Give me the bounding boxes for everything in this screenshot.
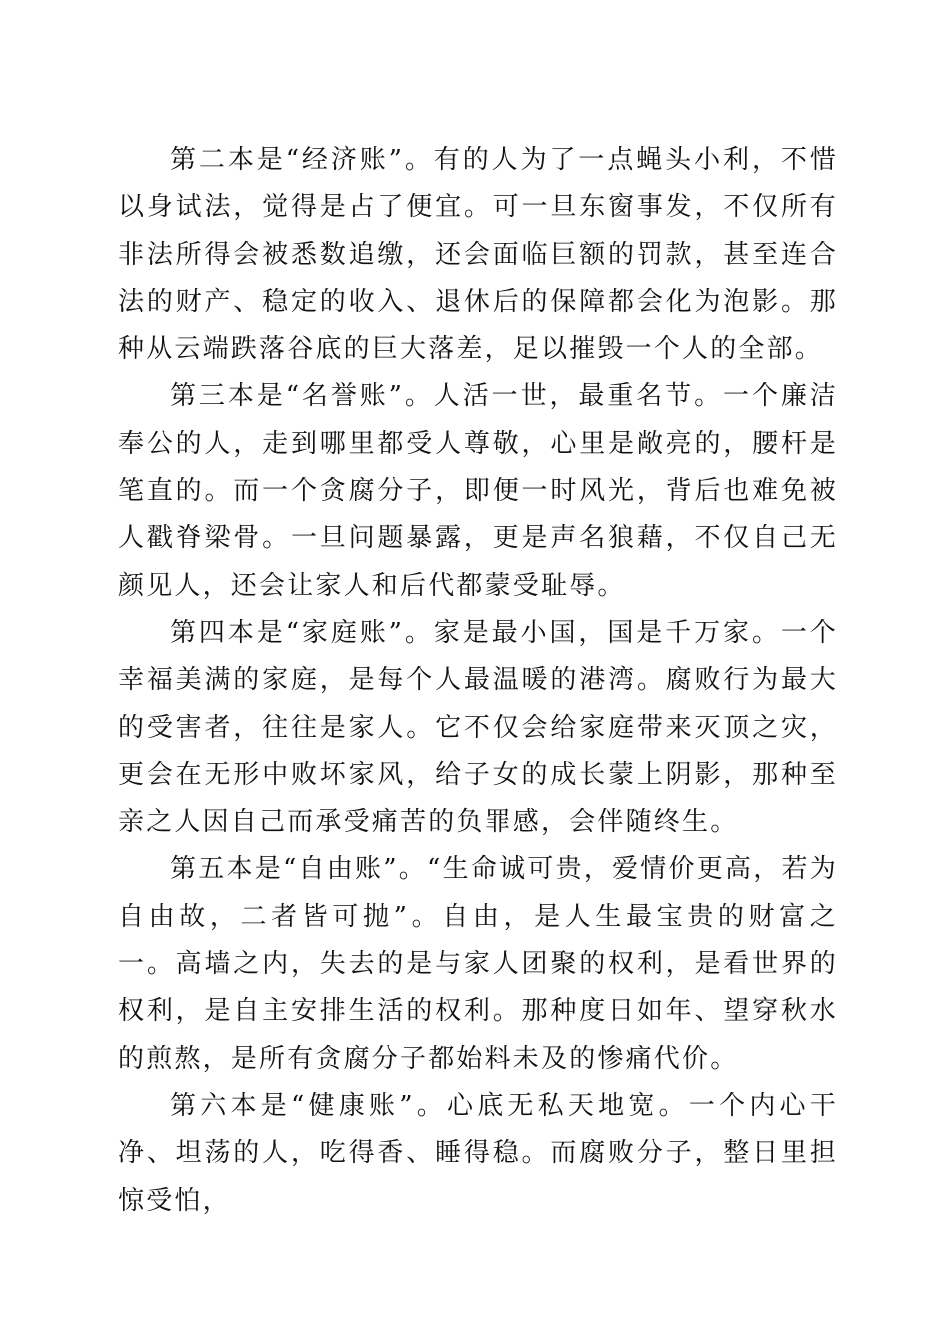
paragraph-family-account: 第四本是“家庭账”。家是最小国，国是千万家。一个幸福美满的家庭，是每个人最温暖的港湾。腐败行为最大的受害者，往往是家人。它不仅会给家庭带来灭顶之灾，更会在无形中败坏家风，给子女的成长蒙上阴影，那种至亲之人因自己而承受痛苦的负罪感，会伴随终生。 [118, 617, 838, 838]
paragraph-economic-account: 第二本是“经济账”。有的人为了一点蝇头小利，不惜以身试法，觉得是占了便宜。可一旦东窗事发，不仅所有非法所得会被悉数追缴，还会面临巨额的罚款，甚至连合法的财产、稳定的收入、退休后的保障都会化为泡影。那种从云端跌落谷底的巨大落差，足以摧毁一个人的全部。 [118, 145, 838, 365]
paragraph-health-account: 第六本是“健康账”。心底无私天地宽。一个内心干净、坦荡的人，吃得香、睡得稳。而腐败分子，整日里担惊受怕， [118, 1090, 838, 1216]
document-body [118, 137, 838, 1225]
paragraph-reputation-account: 第三本是“名誉账”。人活一世，最重名节。一个廉洁奉公的人，走到哪里都受人尊敬，心里是敞亮的，腰杆是笔直的。而一个贪腐分子，即便一时风光，背后也难免被人戳脊梁骨。一旦问题暴露，更是声名狼藉，不仅自己无颜见人，还会让家人和后代都蒙受耻辱。 [118, 381, 838, 601]
paragraph-freedom-account: 第五本是“自由账”。“生命诚可贵，爱情价更高，若为自由故，二者皆可抛”。自由，是人生最宝贵的财富之一。高墙之内，失去的是与家人团聚的权利，是看世界的权利，是自主安排生活的权利。那种度日如年、望穿秋水的煎熬，是所有贪腐分子都始料未及的惨痛代价。 [118, 854, 838, 1074]
